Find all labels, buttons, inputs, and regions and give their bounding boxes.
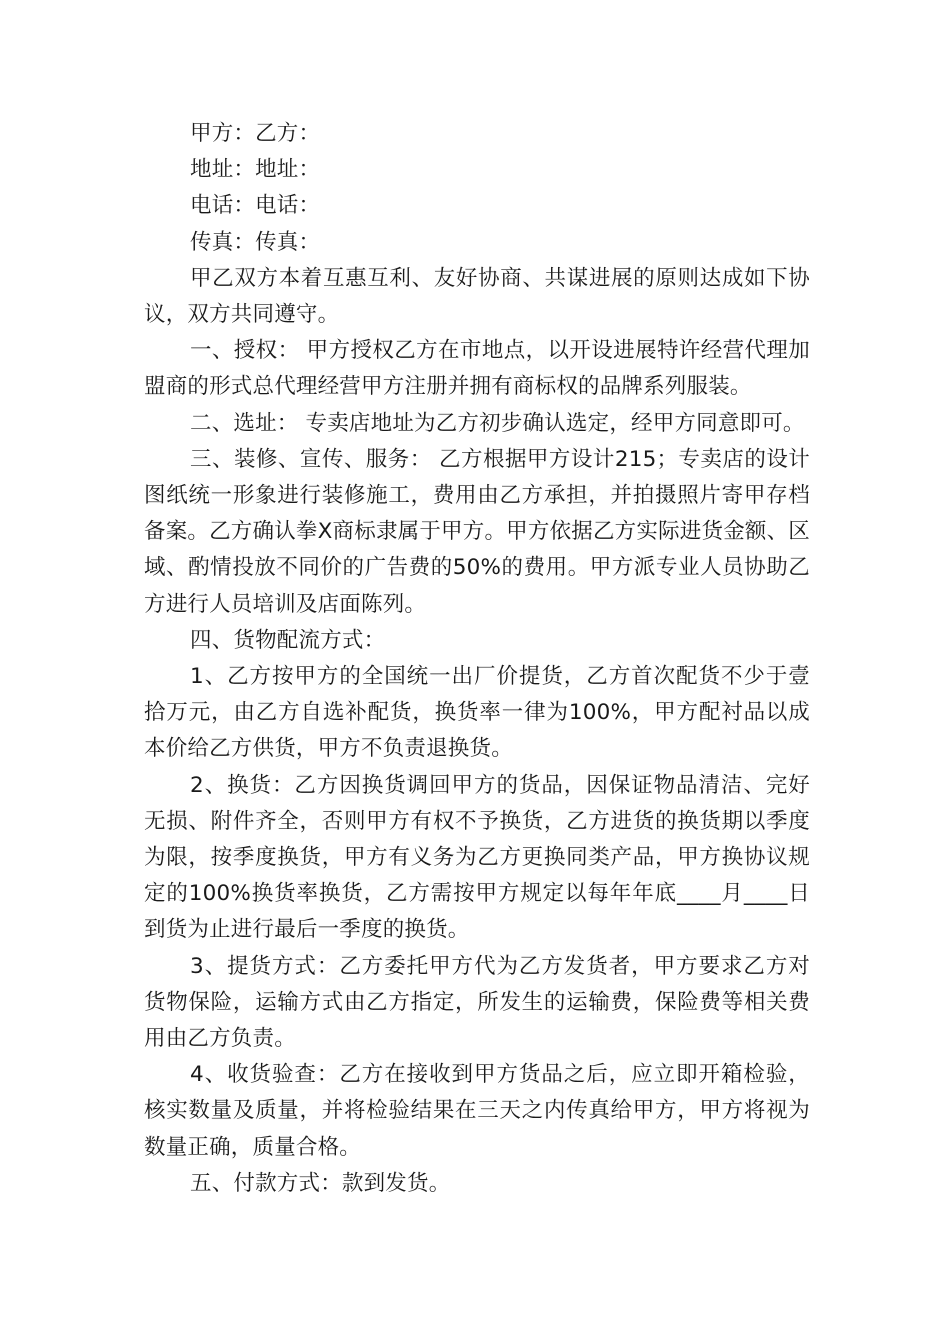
address-line: 地址：地址： [190,157,321,183]
document-body [144,116,810,1202]
subclause-exchange: 2、换货：乙方因换货调回甲方的货品，因保证物品清洁、完好无损、附件齐全，否则甲方有权不予换货，乙方进货的换货期以季度为限，按季度换货，甲方有义务为乙方更换同类产品，甲方换协议规定的100%换货率换货，乙方需按甲方规定以每年年底____月____日到货为止进行最后一季度的换货。 [144,772,810,943]
phone-line: 电话：电话： [190,193,321,219]
clause-payment: 五、付款方式：款到发货。 [190,1170,451,1196]
clause-decoration-promotion: 三、装修、宣传、服务： 乙方根据甲方设计215；专卖店的设计图纸统一形象进行装修施工，费用由乙方承担，并拍摄照片寄甲存档备案。乙方确认拳X商标隶属于甲方。甲方依据乙方实际进货金额、区域、酌情投放不同价的广告费的50%的费用。甲方派专业人员协助乙方进行人员培训及店面陈列。 [144,446,810,617]
subclause-delivery-method: 3、提货方式：乙方委托甲方代为乙方发货者，甲方要求乙方对货物保险，运输方式由乙方指定，所发生的运输费，保险费等相关费用由乙方负责。 [144,953,810,1052]
clause-site-selection: 二、选址： 专卖店地址为乙方初步确认选定，经甲方同意即可。 [190,410,805,436]
fax-line: 传真：传真： [190,229,321,255]
clause-authorization: 一、授权： 甲方授权乙方在市地点，以开设进展特许经营代理加盟商的形式总代理经营甲方注册并拥有商标权的品牌系列服装。 [144,338,810,400]
party-line: 甲方：乙方： [190,121,321,146]
subclause-inspection: 4、收货验查：乙方在接收到甲方货品之后，应立即开箱检验，核实数量及质量，并将检验结果在三天之内传真给甲方，甲方将视为数量正确，质量合格。 [144,1062,810,1160]
subclause-pickup: 1、乙方按甲方的全国统一出厂价提货，乙方首次配货不少于壹拾万元，由乙方自选补配货，换货率一律为100%，甲方配衬品以成本价给乙方供货，甲方不负责退换货。 [144,664,810,762]
preamble-paragraph: 甲乙双方本着互惠互利、友好协商、共谋进展的原则达成如下协议，双方共同遵守。 [144,265,810,328]
clause-distribution-heading: 四、货物配流方式： [190,627,386,653]
